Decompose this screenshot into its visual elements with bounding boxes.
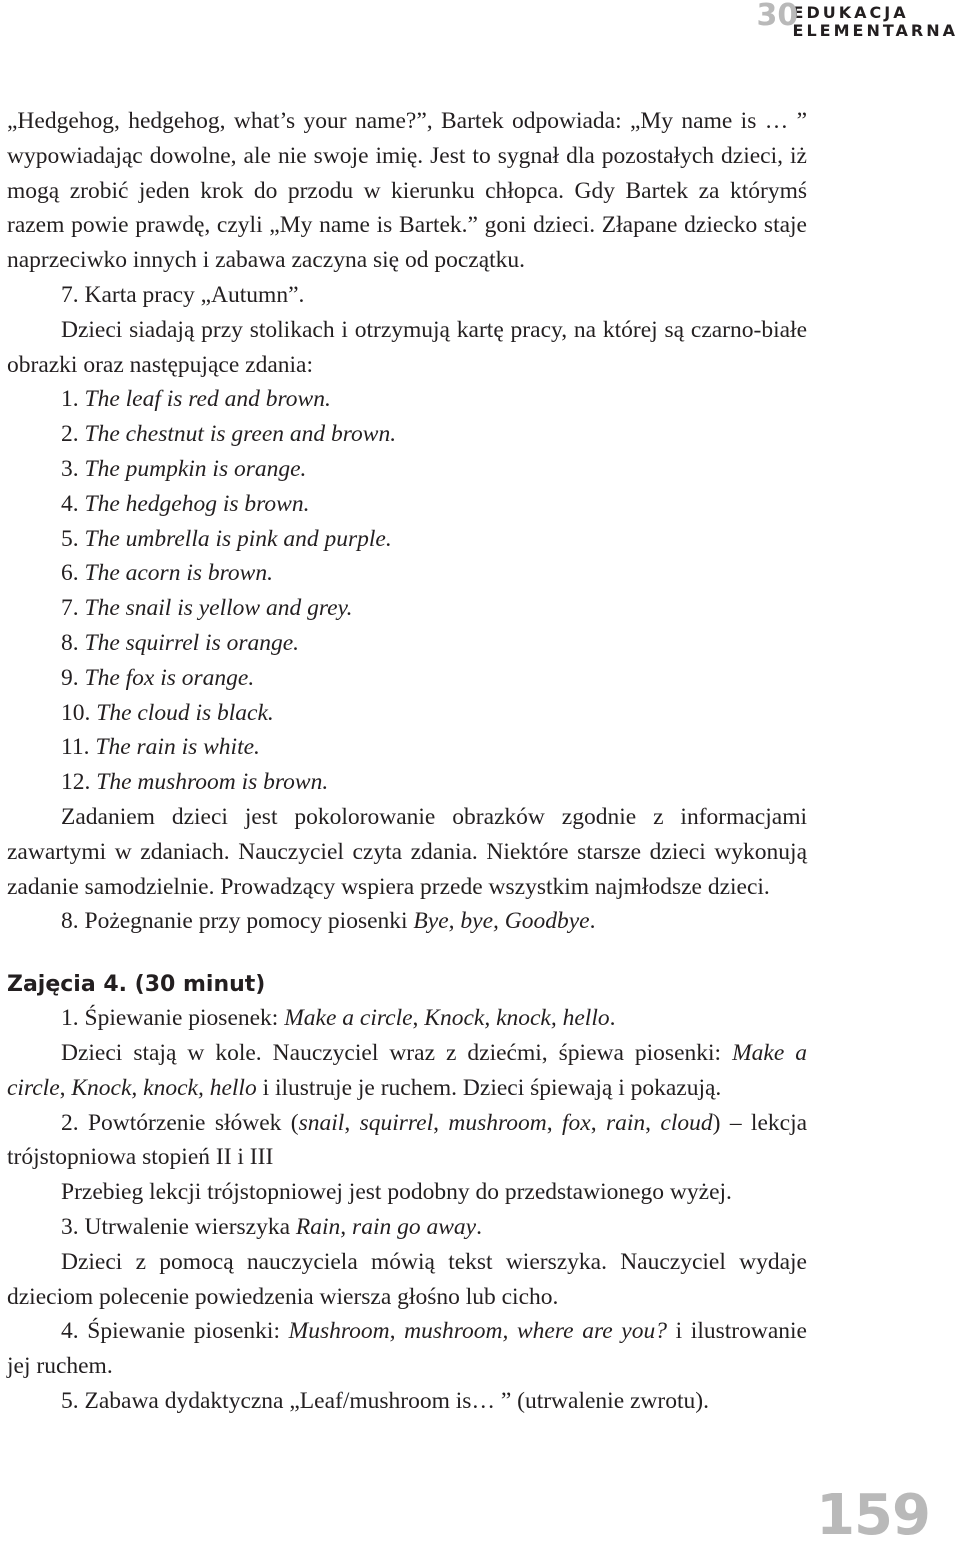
italic-text: cloud xyxy=(660,1109,713,1136)
text-run: 5. xyxy=(61,525,85,552)
body-paragraph xyxy=(7,1245,807,1315)
italic-text: The chestnut is green and brown. xyxy=(84,421,397,448)
text-run: , xyxy=(412,1005,425,1032)
text-run: 7. Karta pracy „Autumn”. xyxy=(61,281,305,308)
text-run: i ilustruje je ruchem. Dzieci śpiewają i pokazują. xyxy=(256,1074,722,1101)
list-item xyxy=(7,1384,807,1419)
text-run: 5. Zabawa dydaktyczna „Leaf/mushroom is… ” (utrwalenie zwrotu). xyxy=(61,1387,709,1414)
text-run: . xyxy=(589,908,596,935)
list-item xyxy=(7,1001,807,1036)
italic-text: The squirrel is orange. xyxy=(84,629,300,656)
text-run: , xyxy=(344,1109,360,1136)
list-item xyxy=(7,696,807,731)
text-run: i ilustrowanie jej ruchem. xyxy=(7,1318,807,1380)
italic-text: The snail is yellow and grey. xyxy=(84,595,353,622)
text-run: 6. xyxy=(61,560,85,587)
section-heading xyxy=(7,969,807,1001)
italic-text: The acorn is brown. xyxy=(84,560,273,587)
list-item xyxy=(7,1175,807,1210)
italic-text: The mushroom is brown. xyxy=(96,769,329,796)
italic-text: The leaf is red and brown. xyxy=(84,386,331,413)
italic-text: The hedgehog is brown. xyxy=(84,490,310,517)
text-run: 3. xyxy=(61,455,85,482)
list-item xyxy=(7,765,807,800)
list-item xyxy=(7,904,807,939)
italic-text: Make a circle xyxy=(7,1039,807,1101)
italic-text: The cloud is black. xyxy=(96,699,274,726)
text-run: Dzieci z pomocą nauczyciela mówią tekst wierszyka. Nauczyciel wydaje dzieciom polecenie powiedzenia wiersza głośno lub cicho. xyxy=(7,1248,807,1310)
page-number: 159 xyxy=(816,1483,930,1548)
body-paragraph xyxy=(7,1314,807,1384)
text-run: 3. Utrwalenie wierszyka xyxy=(61,1213,296,1240)
italic-text: Mushroom, mushroom, where are you? xyxy=(288,1318,667,1345)
list-item xyxy=(7,556,807,591)
text-run: , xyxy=(645,1109,661,1136)
text-run: 2. Powtórzenie słówek ( xyxy=(61,1109,299,1136)
italic-text: Bye, bye, Goodbye xyxy=(413,908,590,935)
text-run: 8. Pożegnanie przy pomocy piosenki xyxy=(61,908,414,935)
text-run: 2. xyxy=(61,421,85,448)
text-run: , xyxy=(59,1074,72,1101)
header-title-line1: EDUKACJA xyxy=(792,3,909,22)
text-run: 12. xyxy=(61,769,97,796)
list-item xyxy=(7,487,807,522)
text-run: 9. xyxy=(61,664,85,691)
text-run: , xyxy=(433,1109,449,1136)
text-run: 1. xyxy=(61,386,85,413)
body-paragraph xyxy=(7,800,807,904)
list-item xyxy=(7,417,807,452)
italic-text: The pumpkin is orange. xyxy=(84,455,307,482)
list-item xyxy=(7,452,807,487)
italic-text: snail xyxy=(298,1109,345,1136)
text-run: 11. xyxy=(61,734,96,761)
italic-text: Knock, knock, hello xyxy=(424,1005,610,1032)
text-run: Przebieg lekcji trójstopniowej jest podobny do przedstawionego wyżej. xyxy=(61,1179,732,1206)
text-run: , xyxy=(546,1109,562,1136)
text-run: Zadaniem dzieci jest pokolorowanie obrazków zgodnie z informacjami zawartymi w zdaniach. Nauczyciel czyta zdania. Niektóre starsze dzieci wykonują zadanie samodzielnie. Prowadzący wspiera przede wszystkim najmłodsze dzieci. xyxy=(7,803,807,900)
italic-text: rain xyxy=(605,1109,646,1136)
text-run: Dzieci siadają przy stolikach i otrzymują kartę pracy, na której są czarno-białe obrazki oraz następujące zdania: xyxy=(7,316,807,378)
text-run: Zajęcia 4. (30 minut) xyxy=(7,972,266,998)
running-header xyxy=(756,0,958,40)
body-paragraph xyxy=(7,1106,807,1176)
list-item xyxy=(7,522,807,557)
header-title-line2: ELEMENTARNA xyxy=(792,21,958,40)
italic-text: The rain is white. xyxy=(95,734,260,761)
list-item xyxy=(7,626,807,661)
list-item xyxy=(7,1210,807,1245)
italic-text: The umbrella is pink and purple. xyxy=(84,525,392,552)
list-item xyxy=(7,661,807,696)
text-run: „Hedgehog, hedgehog, what’s your name?”, Bartek odpowiada: „My name is … ” wypowiadając dowolne, ale nie swoje imię. Jest to sygnał dla pozostałych dzieci, iż mogą zrobić jeden krok do przodu w kierunku chłopca. Gdy Bartek za którymś razem powie prawdę, czyli „My name is Bartek.” goni dzieci. Złapane dziecko staje naprzeciwko innych i zabawa zaczyna się od początku. xyxy=(7,108,807,274)
text-run: , xyxy=(590,1109,606,1136)
text-run: 4. xyxy=(61,490,85,517)
text-run: Dzieci stają w kole. Nauczyciel wraz z dziećmi, śpiewa piosenki: xyxy=(61,1039,733,1066)
body-paragraph xyxy=(7,1036,807,1106)
text-run: . xyxy=(609,1005,616,1032)
italic-text: mushroom xyxy=(448,1109,547,1136)
italic-text: The fox is orange. xyxy=(84,664,255,691)
text-run: 4. Śpiewanie piosenki: xyxy=(61,1318,289,1345)
italic-text: Make a circle xyxy=(284,1005,413,1032)
list-item xyxy=(7,278,807,313)
header-page-number: 30 xyxy=(756,0,799,33)
list-item xyxy=(7,730,807,765)
list-item xyxy=(7,382,807,417)
text-run: 10. xyxy=(61,699,97,726)
text-run: 7. xyxy=(61,595,85,622)
italic-text: fox xyxy=(562,1109,591,1136)
text-run: . xyxy=(476,1213,482,1240)
list-item xyxy=(7,591,807,626)
text-run: 8. xyxy=(61,629,85,656)
text-run: ) – lekcja trójstopniowa stopień II i III xyxy=(7,1109,808,1171)
italic-text: Rain, rain go away xyxy=(295,1213,477,1240)
text-run: 1. Śpiewanie piosenek: xyxy=(61,1005,285,1032)
italic-text: Knock, knock, hello xyxy=(71,1074,257,1101)
page-body xyxy=(7,104,807,1419)
body-paragraph xyxy=(7,313,807,383)
italic-text: squirrel xyxy=(359,1109,434,1136)
body-paragraph xyxy=(7,104,807,278)
